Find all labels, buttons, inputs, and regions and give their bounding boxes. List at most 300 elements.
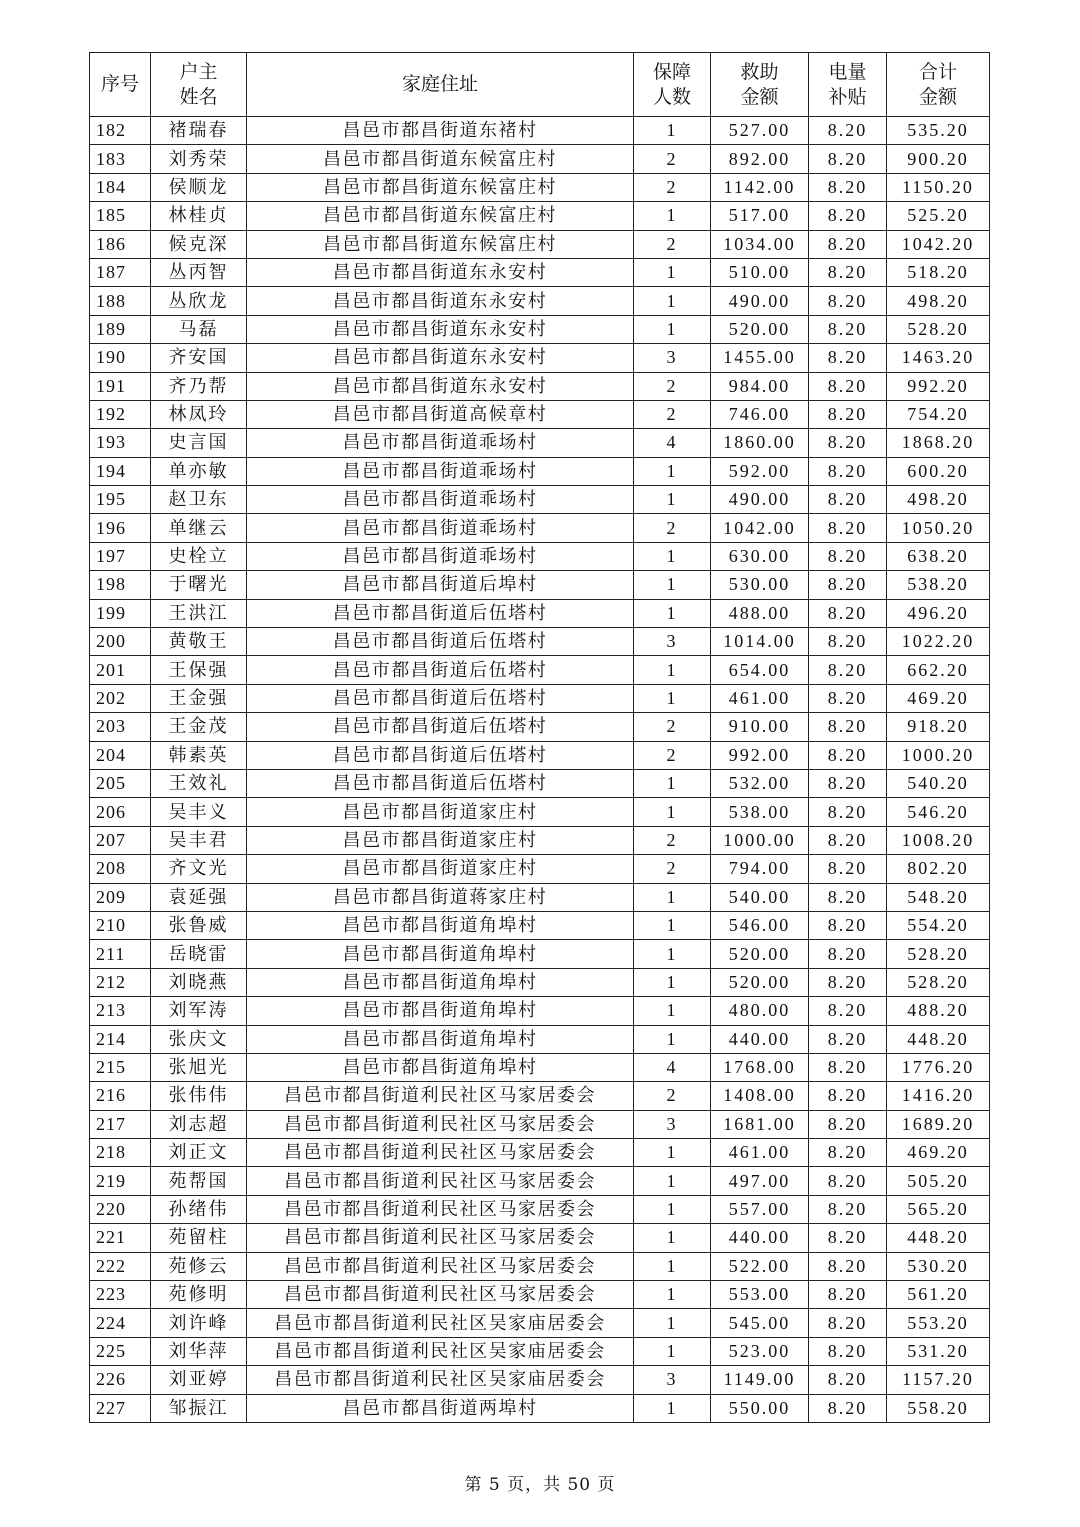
- cell-address: 昌邑市都昌街道利民社区吴家庙居委会: [247, 1366, 634, 1394]
- cell-seq: 198: [90, 571, 151, 599]
- cell-power-subsidy: 8.20: [809, 684, 887, 712]
- cell-relief-amount: 1860.00: [711, 429, 809, 457]
- cell-householder-name: 刘秀荣: [151, 145, 247, 173]
- table-row: [90, 741, 990, 769]
- cell-total-amount: 900.20: [887, 145, 990, 173]
- cell-householder-name: 史栓立: [151, 542, 247, 570]
- cell-seq: 188: [90, 287, 151, 315]
- cell-persons: 3: [634, 344, 711, 372]
- cell-persons: 1: [634, 542, 711, 570]
- cell-address: 昌邑市都昌街道利民社区吴家庙居委会: [247, 1309, 634, 1337]
- cell-seq: 210: [90, 911, 151, 939]
- cell-householder-name: 苑留柱: [151, 1224, 247, 1252]
- cell-householder-name: 刘华萍: [151, 1337, 247, 1365]
- cell-address: 昌邑市都昌街道后伍塔村: [247, 628, 634, 656]
- cell-seq: 205: [90, 769, 151, 797]
- cell-householder-name: 王金强: [151, 684, 247, 712]
- cell-seq: 212: [90, 968, 151, 996]
- cell-persons: 1: [634, 1139, 711, 1167]
- cell-seq: 182: [90, 117, 151, 145]
- cell-power-subsidy: 8.20: [809, 117, 887, 145]
- cell-total-amount: 558.20: [887, 1394, 990, 1422]
- cell-power-subsidy: 8.20: [809, 883, 887, 911]
- cell-persons: 1: [634, 1337, 711, 1365]
- cell-relief-amount: 746.00: [711, 400, 809, 428]
- table-row: [90, 486, 990, 514]
- cell-relief-amount: 530.00: [711, 571, 809, 599]
- cell-address: 昌邑市都昌街道东永安村: [247, 372, 634, 400]
- cell-seq: 225: [90, 1337, 151, 1365]
- cell-seq: 207: [90, 826, 151, 854]
- table-row: [90, 968, 990, 996]
- cell-seq: 184: [90, 173, 151, 201]
- cell-relief-amount: 1034.00: [711, 230, 809, 258]
- cell-total-amount: 448.20: [887, 1224, 990, 1252]
- cell-power-subsidy: 8.20: [809, 1366, 887, 1394]
- cell-relief-amount: 510.00: [711, 258, 809, 286]
- cell-householder-name: 赵卫东: [151, 486, 247, 514]
- table-row: [90, 1366, 990, 1394]
- cell-seq: 215: [90, 1053, 151, 1081]
- cell-relief-amount: 522.00: [711, 1252, 809, 1280]
- cell-relief-amount: 910.00: [711, 713, 809, 741]
- cell-total-amount: 554.20: [887, 911, 990, 939]
- cell-total-amount: 638.20: [887, 542, 990, 570]
- cell-seq: 202: [90, 684, 151, 712]
- cell-address: 昌邑市都昌街道乖场村: [247, 457, 634, 485]
- cell-address: 昌邑市都昌街道东永安村: [247, 315, 634, 343]
- cell-householder-name: 张庆文: [151, 1025, 247, 1053]
- cell-persons: 3: [634, 628, 711, 656]
- table-row: [90, 457, 990, 485]
- cell-relief-amount: 892.00: [711, 145, 809, 173]
- cell-address: 昌邑市都昌街道东候富庄村: [247, 173, 634, 201]
- cell-persons: 3: [634, 1366, 711, 1394]
- cell-relief-amount: 1014.00: [711, 628, 809, 656]
- cell-power-subsidy: 8.20: [809, 1025, 887, 1053]
- cell-householder-name: 邹振江: [151, 1394, 247, 1422]
- cell-address: 昌邑市都昌街道东候富庄村: [247, 145, 634, 173]
- cell-persons: 1: [634, 202, 711, 230]
- cell-relief-amount: 520.00: [711, 940, 809, 968]
- cell-power-subsidy: 8.20: [809, 713, 887, 741]
- cell-seq: 213: [90, 997, 151, 1025]
- cell-power-subsidy: 8.20: [809, 1394, 887, 1422]
- cell-total-amount: 528.20: [887, 968, 990, 996]
- table-row: [90, 1224, 990, 1252]
- cell-householder-name: 丛欣龙: [151, 287, 247, 315]
- cell-total-amount: 448.20: [887, 1025, 990, 1053]
- cell-persons: 1: [634, 486, 711, 514]
- cell-power-subsidy: 8.20: [809, 628, 887, 656]
- cell-total-amount: 553.20: [887, 1309, 990, 1337]
- cell-total-amount: 469.20: [887, 1139, 990, 1167]
- cell-householder-name: 刘军涛: [151, 997, 247, 1025]
- cell-power-subsidy: 8.20: [809, 457, 887, 485]
- cell-persons: 1: [634, 997, 711, 1025]
- cell-relief-amount: 1000.00: [711, 826, 809, 854]
- cell-address: 昌邑市都昌街道乖场村: [247, 429, 634, 457]
- table-row: [90, 826, 990, 854]
- cell-address: 昌邑市都昌街道角埠村: [247, 940, 634, 968]
- cell-persons: 2: [634, 826, 711, 854]
- header-name: 户主 姓名: [151, 53, 247, 117]
- cell-total-amount: 565.20: [887, 1195, 990, 1223]
- header-seq: 序号: [90, 53, 151, 117]
- cell-persons: 1: [634, 883, 711, 911]
- table-row: [90, 940, 990, 968]
- cell-seq: 199: [90, 599, 151, 627]
- table-row: [90, 713, 990, 741]
- cell-relief-amount: 1768.00: [711, 1053, 809, 1081]
- cell-persons: 2: [634, 855, 711, 883]
- cell-householder-name: 黄敬王: [151, 628, 247, 656]
- cell-relief-amount: 550.00: [711, 1394, 809, 1422]
- table-row: [90, 1082, 990, 1110]
- cell-power-subsidy: 8.20: [809, 599, 887, 627]
- cell-persons: 1: [634, 911, 711, 939]
- cell-power-subsidy: 8.20: [809, 798, 887, 826]
- cell-power-subsidy: 8.20: [809, 258, 887, 286]
- cell-relief-amount: 654.00: [711, 656, 809, 684]
- cell-power-subsidy: 8.20: [809, 1252, 887, 1280]
- cell-seq: 221: [90, 1224, 151, 1252]
- cell-address: 昌邑市都昌街道东永安村: [247, 287, 634, 315]
- cell-address: 昌邑市都昌街道利民社区马家居委会: [247, 1281, 634, 1309]
- cell-relief-amount: 630.00: [711, 542, 809, 570]
- cell-seq: 203: [90, 713, 151, 741]
- cell-total-amount: 561.20: [887, 1281, 990, 1309]
- cell-householder-name: 齐乃帮: [151, 372, 247, 400]
- cell-total-amount: 518.20: [887, 258, 990, 286]
- table-row: [90, 1139, 990, 1167]
- cell-total-amount: 1157.20: [887, 1366, 990, 1394]
- cell-seq: 214: [90, 1025, 151, 1053]
- cell-persons: 2: [634, 514, 711, 542]
- cell-persons: 4: [634, 429, 711, 457]
- cell-power-subsidy: 8.20: [809, 344, 887, 372]
- cell-persons: 1: [634, 940, 711, 968]
- cell-total-amount: 546.20: [887, 798, 990, 826]
- cell-seq: 217: [90, 1110, 151, 1138]
- cell-power-subsidy: 8.20: [809, 769, 887, 797]
- cell-power-subsidy: 8.20: [809, 968, 887, 996]
- table-row: [90, 202, 990, 230]
- cell-householder-name: 王保强: [151, 656, 247, 684]
- cell-householder-name: 马磊: [151, 315, 247, 343]
- cell-power-subsidy: 8.20: [809, 173, 887, 201]
- cell-relief-amount: 517.00: [711, 202, 809, 230]
- cell-seq: 194: [90, 457, 151, 485]
- cell-address: 昌邑市都昌街道利民社区吴家庙居委会: [247, 1337, 634, 1365]
- cell-power-subsidy: 8.20: [809, 1082, 887, 1110]
- cell-householder-name: 王效礼: [151, 769, 247, 797]
- cell-total-amount: 600.20: [887, 457, 990, 485]
- cell-persons: 1: [634, 457, 711, 485]
- cell-householder-name: 丛丙智: [151, 258, 247, 286]
- cell-relief-amount: 490.00: [711, 287, 809, 315]
- table-row: [90, 628, 990, 656]
- cell-address: 昌邑市都昌街道利民社区马家居委会: [247, 1139, 634, 1167]
- table-row: [90, 542, 990, 570]
- cell-power-subsidy: 8.20: [809, 656, 887, 684]
- cell-power-subsidy: 8.20: [809, 372, 887, 400]
- table-row: [90, 173, 990, 201]
- table-row: [90, 656, 990, 684]
- cell-householder-name: 苑帮国: [151, 1167, 247, 1195]
- cell-power-subsidy: 8.20: [809, 429, 887, 457]
- cell-persons: 1: [634, 117, 711, 145]
- cell-power-subsidy: 8.20: [809, 826, 887, 854]
- cell-relief-amount: 523.00: [711, 1337, 809, 1365]
- cell-seq: 209: [90, 883, 151, 911]
- cell-persons: 1: [634, 287, 711, 315]
- cell-total-amount: 525.20: [887, 202, 990, 230]
- cell-total-amount: 530.20: [887, 1252, 990, 1280]
- cell-total-amount: 538.20: [887, 571, 990, 599]
- cell-householder-name: 单继云: [151, 514, 247, 542]
- table-row: [90, 1337, 990, 1365]
- table-row: [90, 1195, 990, 1223]
- cell-total-amount: 1150.20: [887, 173, 990, 201]
- cell-power-subsidy: 8.20: [809, 1139, 887, 1167]
- cell-householder-name: 孙绪伟: [151, 1195, 247, 1223]
- table-row: [90, 230, 990, 258]
- table-row: [90, 1252, 990, 1280]
- table-row: [90, 599, 990, 627]
- table-row: [90, 1167, 990, 1195]
- table-row: [90, 1281, 990, 1309]
- table-row: [90, 1053, 990, 1081]
- cell-power-subsidy: 8.20: [809, 1337, 887, 1365]
- cell-power-subsidy: 8.20: [809, 1167, 887, 1195]
- cell-seq: 216: [90, 1082, 151, 1110]
- cell-total-amount: 496.20: [887, 599, 990, 627]
- cell-seq: 206: [90, 798, 151, 826]
- cell-seq: 197: [90, 542, 151, 570]
- cell-total-amount: 1000.20: [887, 741, 990, 769]
- cell-seq: 196: [90, 514, 151, 542]
- table-row: [90, 798, 990, 826]
- cell-total-amount: 1868.20: [887, 429, 990, 457]
- cell-householder-name: 于曙光: [151, 571, 247, 599]
- cell-persons: 2: [634, 145, 711, 173]
- cell-householder-name: 张鲁威: [151, 911, 247, 939]
- table-body: [90, 117, 990, 1423]
- table-header-row: [90, 53, 990, 117]
- table-row: [90, 1394, 990, 1422]
- cell-total-amount: 548.20: [887, 883, 990, 911]
- cell-relief-amount: 520.00: [711, 968, 809, 996]
- cell-total-amount: 1463.20: [887, 344, 990, 372]
- cell-householder-name: 刘志超: [151, 1110, 247, 1138]
- cell-address: 昌邑市都昌街道乖场村: [247, 514, 634, 542]
- table-row: [90, 117, 990, 145]
- cell-seq: 195: [90, 486, 151, 514]
- table-row: [90, 1025, 990, 1053]
- cell-seq: 186: [90, 230, 151, 258]
- table-row: [90, 514, 990, 542]
- cell-address: 昌邑市都昌街道东候富庄村: [247, 230, 634, 258]
- table-row: [90, 684, 990, 712]
- cell-seq: 219: [90, 1167, 151, 1195]
- cell-persons: 2: [634, 230, 711, 258]
- cell-power-subsidy: 8.20: [809, 571, 887, 599]
- cell-householder-name: 袁延强: [151, 883, 247, 911]
- cell-power-subsidy: 8.20: [809, 486, 887, 514]
- cell-seq: 227: [90, 1394, 151, 1422]
- cell-persons: 1: [634, 1195, 711, 1223]
- cell-total-amount: 488.20: [887, 997, 990, 1025]
- cell-power-subsidy: 8.20: [809, 1281, 887, 1309]
- cell-power-subsidy: 8.20: [809, 1224, 887, 1252]
- cell-power-subsidy: 8.20: [809, 741, 887, 769]
- table-row: [90, 372, 990, 400]
- cell-relief-amount: 1408.00: [711, 1082, 809, 1110]
- cell-address: 昌邑市都昌街道角埠村: [247, 1053, 634, 1081]
- cell-relief-amount: 1455.00: [711, 344, 809, 372]
- cell-power-subsidy: 8.20: [809, 542, 887, 570]
- cell-householder-name: 候克深: [151, 230, 247, 258]
- cell-address: 昌邑市都昌街道东褚村: [247, 117, 634, 145]
- cell-householder-name: 苑修明: [151, 1281, 247, 1309]
- cell-persons: 1: [634, 1167, 711, 1195]
- cell-address: 昌邑市都昌街道东永安村: [247, 258, 634, 286]
- cell-persons: 1: [634, 1252, 711, 1280]
- cell-relief-amount: 440.00: [711, 1025, 809, 1053]
- cell-householder-name: 刘正文: [151, 1139, 247, 1167]
- cell-persons: 1: [634, 656, 711, 684]
- cell-address: 昌邑市都昌街道家庄村: [247, 855, 634, 883]
- cell-power-subsidy: 8.20: [809, 1309, 887, 1337]
- cell-address: 昌邑市都昌街道后伍塔村: [247, 656, 634, 684]
- cell-power-subsidy: 8.20: [809, 1110, 887, 1138]
- cell-power-subsidy: 8.20: [809, 400, 887, 428]
- cell-persons: 2: [634, 173, 711, 201]
- cell-address: 昌邑市都昌街道后伍塔村: [247, 741, 634, 769]
- cell-seq: 223: [90, 1281, 151, 1309]
- cell-relief-amount: 1681.00: [711, 1110, 809, 1138]
- cell-total-amount: 802.20: [887, 855, 990, 883]
- cell-address: 昌邑市都昌街道高候章村: [247, 400, 634, 428]
- cell-address: 昌邑市都昌街道后伍塔村: [247, 713, 634, 741]
- cell-persons: 1: [634, 684, 711, 712]
- cell-householder-name: 齐文光: [151, 855, 247, 883]
- cell-relief-amount: 553.00: [711, 1281, 809, 1309]
- table-row: [90, 571, 990, 599]
- cell-persons: 1: [634, 1394, 711, 1422]
- cell-seq: 192: [90, 400, 151, 428]
- cell-total-amount: 1042.20: [887, 230, 990, 258]
- cell-total-amount: 662.20: [887, 656, 990, 684]
- cell-address: 昌邑市都昌街道乖场村: [247, 486, 634, 514]
- cell-relief-amount: 532.00: [711, 769, 809, 797]
- cell-seq: 224: [90, 1309, 151, 1337]
- cell-address: 昌邑市都昌街道利民社区马家居委会: [247, 1252, 634, 1280]
- cell-seq: 187: [90, 258, 151, 286]
- cell-address: 昌邑市都昌街道后埠村: [247, 571, 634, 599]
- cell-persons: 1: [634, 1309, 711, 1337]
- cell-persons: 1: [634, 258, 711, 286]
- cell-persons: 1: [634, 599, 711, 627]
- cell-relief-amount: 490.00: [711, 486, 809, 514]
- cell-persons: 2: [634, 400, 711, 428]
- cell-persons: 1: [634, 1281, 711, 1309]
- cell-total-amount: 469.20: [887, 684, 990, 712]
- cell-seq: 185: [90, 202, 151, 230]
- cell-total-amount: 1689.20: [887, 1110, 990, 1138]
- cell-address: 昌邑市都昌街道乖场村: [247, 542, 634, 570]
- cell-householder-name: 王洪江: [151, 599, 247, 627]
- cell-relief-amount: 538.00: [711, 798, 809, 826]
- cell-relief-amount: 984.00: [711, 372, 809, 400]
- cell-householder-name: 吴丰君: [151, 826, 247, 854]
- table-row: [90, 911, 990, 939]
- table-row: [90, 769, 990, 797]
- cell-householder-name: 齐安国: [151, 344, 247, 372]
- header-total-amount: 合计 金额: [887, 53, 990, 117]
- cell-relief-amount: 1142.00: [711, 173, 809, 201]
- cell-householder-name: 岳晓雷: [151, 940, 247, 968]
- cell-persons: 2: [634, 713, 711, 741]
- cell-total-amount: 918.20: [887, 713, 990, 741]
- cell-householder-name: 韩素英: [151, 741, 247, 769]
- cell-relief-amount: 527.00: [711, 117, 809, 145]
- cell-householder-name: 刘晓燕: [151, 968, 247, 996]
- table-row: [90, 287, 990, 315]
- table-row: [90, 315, 990, 343]
- cell-address: 昌邑市都昌街道利民社区马家居委会: [247, 1110, 634, 1138]
- cell-relief-amount: 461.00: [711, 1139, 809, 1167]
- cell-address: 昌邑市都昌街道后伍塔村: [247, 769, 634, 797]
- cell-total-amount: 505.20: [887, 1167, 990, 1195]
- cell-power-subsidy: 8.20: [809, 997, 887, 1025]
- cell-seq: 193: [90, 429, 151, 457]
- cell-seq: 189: [90, 315, 151, 343]
- page-footer: 第 5 页，共 50 页: [464, 1475, 616, 1495]
- cell-address: 昌邑市都昌街道利民社区马家居委会: [247, 1195, 634, 1223]
- table-row: [90, 997, 990, 1025]
- cell-persons: 1: [634, 968, 711, 996]
- cell-relief-amount: 520.00: [711, 315, 809, 343]
- cell-address: 昌邑市都昌街道角埠村: [247, 911, 634, 939]
- cell-relief-amount: 1149.00: [711, 1366, 809, 1394]
- cell-total-amount: 754.20: [887, 400, 990, 428]
- cell-seq: 211: [90, 940, 151, 968]
- cell-power-subsidy: 8.20: [809, 202, 887, 230]
- cell-relief-amount: 546.00: [711, 911, 809, 939]
- cell-relief-amount: 440.00: [711, 1224, 809, 1252]
- cell-persons: 4: [634, 1053, 711, 1081]
- cell-persons: 2: [634, 372, 711, 400]
- cell-persons: 1: [634, 1224, 711, 1252]
- table-row: [90, 145, 990, 173]
- cell-seq: 204: [90, 741, 151, 769]
- cell-power-subsidy: 8.20: [809, 514, 887, 542]
- cell-householder-name: 刘亚婷: [151, 1366, 247, 1394]
- cell-householder-name: 侯顺龙: [151, 173, 247, 201]
- cell-address: 昌邑市都昌街道角埠村: [247, 997, 634, 1025]
- cell-address: 昌邑市都昌街道东永安村: [247, 344, 634, 372]
- cell-persons: 2: [634, 1082, 711, 1110]
- cell-address: 昌邑市都昌街道东候富庄村: [247, 202, 634, 230]
- cell-power-subsidy: 8.20: [809, 145, 887, 173]
- cell-seq: 191: [90, 372, 151, 400]
- cell-householder-name: 苑修云: [151, 1252, 247, 1280]
- table-row: [90, 344, 990, 372]
- cell-address: 昌邑市都昌街道两埠村: [247, 1394, 634, 1422]
- cell-relief-amount: 540.00: [711, 883, 809, 911]
